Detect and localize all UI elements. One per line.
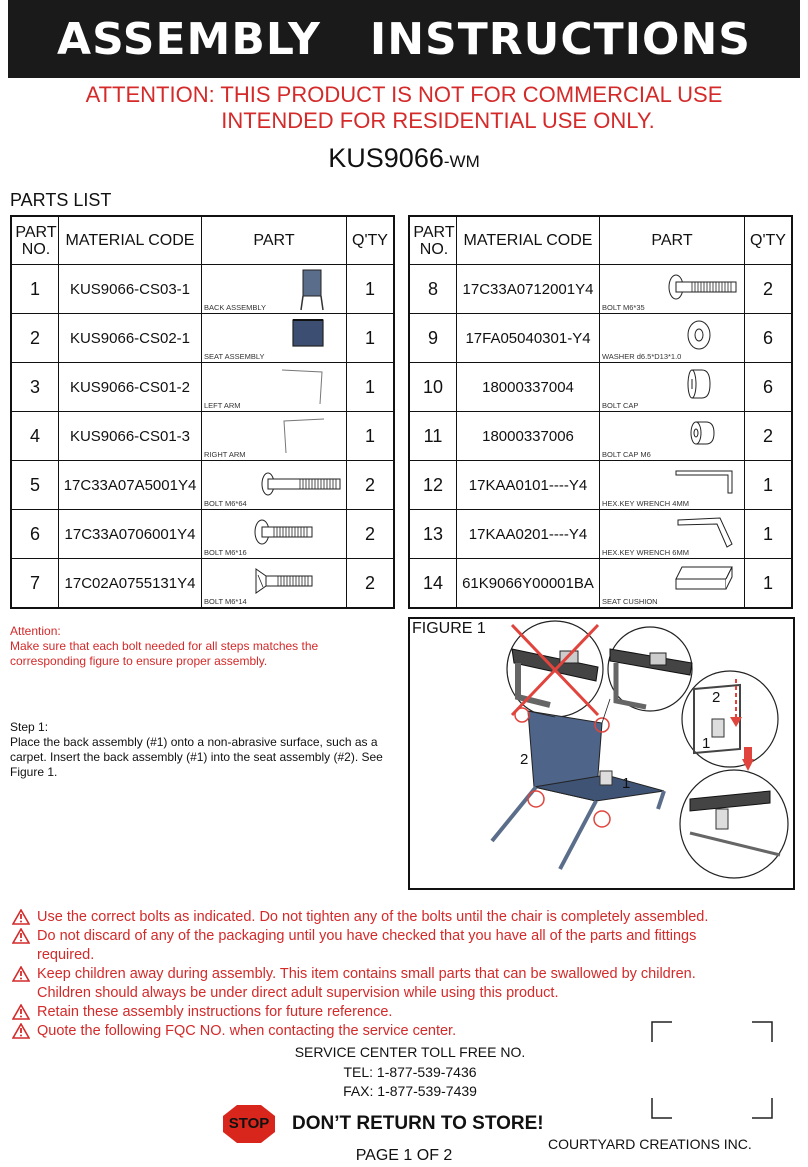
material-code: KUS9066-CS02-1	[59, 314, 202, 363]
bolt-m6-35-drawing	[666, 273, 740, 301]
warning-text: Keep children away during assembly. This item contains small parts that can be swallowed by children.	[37, 966, 696, 982]
back-assembly-drawing	[298, 268, 328, 312]
warning-text: Quote the following FQC NO. when contacting the service center.	[37, 1023, 457, 1039]
part-caption: SEAT ASSEMBLY	[204, 352, 265, 361]
warning-text: Use the correct bolts as indicated. Do not tighten any of the bolts until the chair is completely assembled.	[37, 909, 709, 925]
bolt-m6-14-drawing	[252, 567, 316, 595]
material-code: 17KAA0101----Y4	[457, 461, 600, 510]
header-part-no-line2: NO.	[21, 240, 51, 258]
table-row	[409, 412, 792, 461]
warning-triangle-icon	[12, 909, 30, 925]
model-suffix: -WM	[443, 152, 480, 171]
stop-sign-icon	[222, 1104, 276, 1144]
quantity: 1	[745, 510, 793, 559]
commercial-use-warning: ATTENTION: THIS PRODUCT IS NOT FOR COMMERCIAL USE	[85, 82, 723, 107]
quantity: 6	[745, 314, 793, 363]
material-code: 17C02A0755131Y4	[59, 559, 202, 609]
warning-triangle-icon	[12, 966, 30, 982]
detail-callout-1: 1	[702, 735, 711, 752]
quantity: 2	[347, 461, 395, 510]
material-code: 18000337004	[457, 363, 600, 412]
fqc-number-box	[650, 1020, 774, 1120]
seat-cushion-drawing	[672, 563, 736, 593]
material-code: 17C33A0706001Y4	[59, 510, 202, 559]
table-row	[409, 363, 792, 412]
table-row	[11, 363, 394, 412]
part-caption: BOLT M6*64	[204, 499, 247, 508]
table-row	[11, 314, 394, 363]
table-row	[409, 510, 792, 559]
header-part-no	[409, 216, 457, 265]
part-no: 1	[11, 265, 59, 314]
part-caption: BOLT M6*14	[204, 597, 247, 606]
callout-2: 2	[520, 751, 529, 768]
part-no: 7	[11, 559, 59, 609]
table-row	[11, 265, 394, 314]
table-row	[11, 461, 394, 510]
header-part-no-line2: NO.	[419, 240, 449, 258]
warning-text: Do not discard of any of the packaging until you have checked that you have all of the parts and fittings	[37, 928, 697, 944]
part-caption: RIGHT ARM	[204, 450, 246, 459]
quantity: 1	[745, 461, 793, 510]
residential-use-notice: INTENDED FOR RESIDENTIAL USE ONLY.	[221, 108, 655, 133]
header-part-no-line1: PART	[15, 223, 57, 241]
bolt-cap-drawing	[684, 367, 714, 401]
washer-drawing	[684, 319, 714, 351]
quantity: 2	[347, 510, 395, 559]
quantity: 1	[347, 412, 395, 461]
material-code: KUS9066-CS03-1	[59, 265, 202, 314]
header-qty: Q'TY	[347, 216, 395, 265]
material-code: 61K9066Y00001BA	[457, 559, 600, 609]
table-row	[11, 510, 394, 559]
material-code: 18000337006	[457, 412, 600, 461]
attention-heading: Attention:	[10, 624, 61, 638]
warning-triangle-icon	[12, 928, 30, 944]
document-title: ASSEMBLY INSTRUCTIONS	[8, 0, 800, 78]
material-code: 17KAA0201----Y4	[457, 510, 600, 559]
part-no: 9	[409, 314, 457, 363]
header-material-code: MATERIAL CODE	[59, 216, 202, 265]
hex-key-6mm-drawing	[676, 516, 736, 550]
warning-triangle-icon	[12, 1023, 30, 1039]
part-caption: HEX.KEY WRENCH 6MM	[602, 548, 689, 557]
header-part: PART	[600, 216, 745, 265]
figure-1	[408, 617, 795, 890]
warning-item	[10, 965, 800, 984]
part-caption: HEX.KEY WRENCH 4MM	[602, 499, 689, 508]
figure-label: FIGURE 1	[412, 620, 486, 637]
quantity: 2	[745, 412, 793, 461]
part-no: 3	[11, 363, 59, 412]
attention-text: Make sure that each bolt needed for all steps matches the corresponding figure to ensure proper assembly.	[10, 639, 319, 668]
table-row	[409, 314, 792, 363]
model-code: KUS9066	[328, 143, 444, 173]
part-caption: BOLT CAP M6	[602, 450, 651, 459]
service-heading: SERVICE CENTER TOLL FREE NO.	[294, 1044, 526, 1060]
step-text: Place the back assembly (#1) onto a non-abrasive surface, such as a carpet. Insert the back assembly (#1) into the seat assembly (#2). See Figure 1.	[10, 735, 383, 779]
table-row	[409, 559, 792, 609]
stop-sign-label: STOP	[228, 1115, 270, 1132]
part-no: 2	[11, 314, 59, 363]
seat-assembly-drawing	[290, 317, 328, 353]
part-caption: LEFT ARM	[204, 401, 241, 410]
part-caption: BOLT M6*16	[204, 548, 247, 557]
quantity: 1	[347, 265, 395, 314]
parts-table-right	[408, 215, 793, 609]
part-no: 5	[11, 461, 59, 510]
material-code: 17C33A07A5001Y4	[59, 461, 202, 510]
warning-triangle-icon	[12, 1004, 30, 1020]
part-no: 14	[409, 559, 457, 609]
warning-continuation: required.	[37, 947, 95, 963]
detail-callout-2: 2	[712, 689, 721, 706]
header-material-code: MATERIAL CODE	[457, 216, 600, 265]
table-row	[11, 412, 394, 461]
bolt-m6-64-drawing	[260, 471, 344, 497]
header-part: PART	[202, 216, 347, 265]
quantity: 1	[347, 363, 395, 412]
part-no: 11	[409, 412, 457, 461]
chair-assembly-illustration	[410, 619, 793, 888]
material-code: KUS9066-CS01-3	[59, 412, 202, 461]
material-code: 17C33A0712001Y4	[457, 265, 600, 314]
part-no: 8	[409, 265, 457, 314]
service-center	[180, 1043, 640, 1102]
left-arm-drawing	[278, 366, 328, 406]
bolt-attention-note	[10, 624, 390, 669]
material-code: 17FA05040301-Y4	[457, 314, 600, 363]
part-caption: BOLT CAP	[602, 401, 639, 410]
bolt-m6-16-drawing	[252, 518, 316, 546]
warning-item	[10, 908, 800, 927]
parts-list-heading: PARTS LIST	[10, 190, 112, 210]
table-row	[409, 265, 792, 314]
service-fax: FAX: 1-877-539-7439	[343, 1083, 477, 1099]
step-heading: Step 1:	[10, 720, 49, 734]
material-code: KUS9066-CS01-2	[59, 363, 202, 412]
part-no: 10	[409, 363, 457, 412]
company-name: COURTYARD CREATIONS INC.	[548, 1136, 752, 1152]
model-number	[0, 143, 808, 174]
part-caption: SEAT CUSHION	[602, 597, 658, 606]
parts-table-left	[10, 215, 395, 609]
quantity: 2	[347, 559, 395, 609]
warning-continuation: Children should always be under direct adult supervision while using this product.	[37, 985, 559, 1001]
quantity: 6	[745, 363, 793, 412]
page-number: PAGE 1 OF 2	[355, 1147, 453, 1164]
header-qty: Q'TY	[745, 216, 793, 265]
part-caption: BOLT M6*35	[602, 303, 645, 312]
dont-return-notice: DON’T RETURN TO STORE!	[292, 1113, 544, 1134]
header-part-no-line1: PART	[413, 223, 455, 241]
service-tel: TEL: 1-877-539-7436	[343, 1063, 477, 1080]
part-no: 6	[11, 510, 59, 559]
table-row	[409, 461, 792, 510]
callout-1: 1	[622, 775, 631, 792]
quantity: 1	[347, 314, 395, 363]
stop-notice	[222, 1104, 544, 1144]
quantity: 2	[745, 265, 793, 314]
part-no: 12	[409, 461, 457, 510]
warning-item	[10, 927, 800, 946]
part-caption: WASHER d6.5*D13*1.0	[602, 352, 682, 361]
part-no: 4	[11, 412, 59, 461]
step-1	[10, 720, 398, 780]
table-row	[11, 559, 394, 609]
right-arm-drawing	[278, 415, 328, 455]
quantity: 1	[745, 559, 793, 609]
hex-key-4mm-drawing	[674, 469, 740, 495]
header-part-no	[11, 216, 59, 265]
bolt-cap-m6-drawing	[684, 418, 718, 448]
warning-text: Retain these assembly instructions for future reference.	[37, 1004, 393, 1020]
part-caption: BACK ASSEMBLY	[204, 303, 266, 312]
part-no: 13	[409, 510, 457, 559]
